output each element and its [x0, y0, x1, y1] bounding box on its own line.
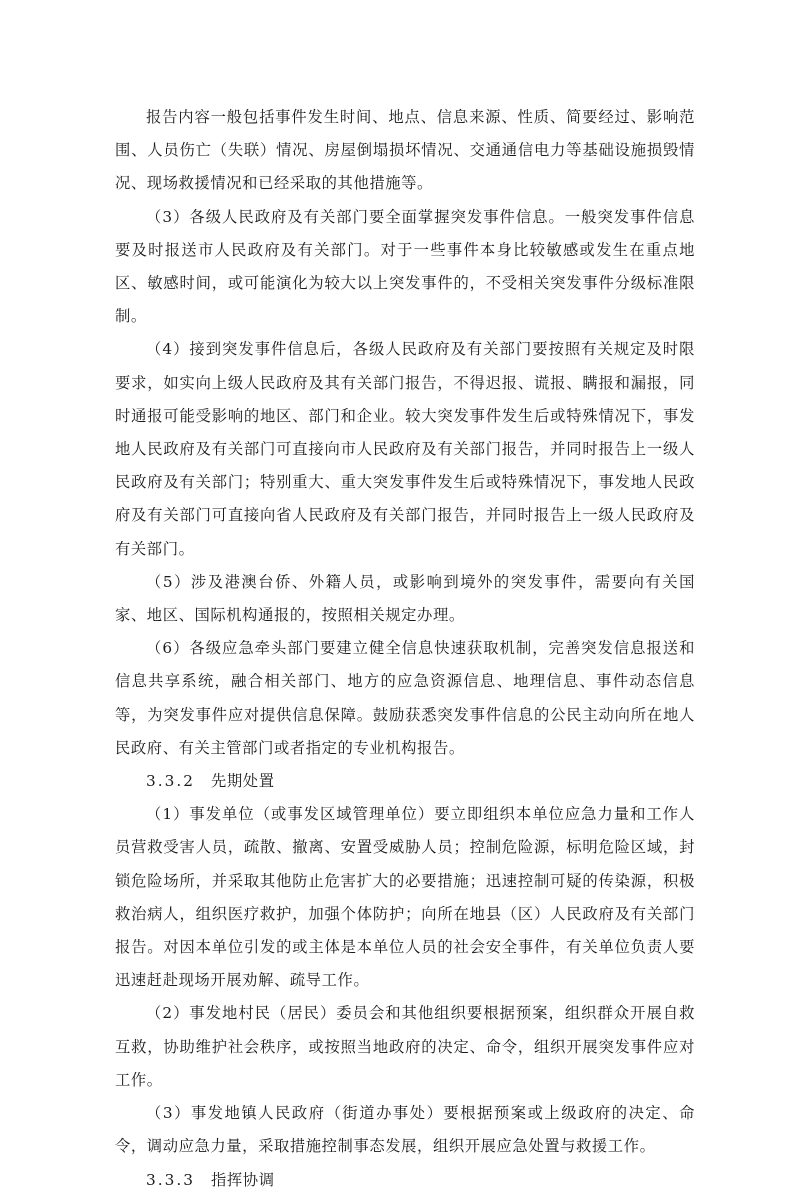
section-number: 3.3.3 — [146, 1170, 195, 1189]
paragraph-initial-1: （1）事发单位（或事发区域管理单位）要立即组织本单位应急力量和工作人员营救受害人员，疏散、撤离、安置受威胁人员；控制危险源，标明危险区域，封锁危险场所，并采取其他防止危害扩大的必要措施；迅速控制可疑的传染源，积极救治病人，组织医疗救护，加强个体防护；向所在地县（区）人民政府及有关部门报告。对因本单位引发的或主体是本单位人员的社会安全事件，有关单位负责人要迅速赶赴现场开展劝解、疏导工作。 — [115, 805, 695, 990]
paragraph-item-4: （4）接到突发事件信息后，各级人民政府及有关部门要按照有关规定及时限要求，如实向上级人民政府及其有关部门报告，不得迟报、谎报、瞒报和漏报，同时通报可能受影响的地区、部门和企业。较大突发事件发生后或特殊情况下，事发地人民政府及有关部门可直接向市人民政府及有关部门报告，并同时报告上一级人民政府及有关部门；特别重大、重大突发事件发生后或特殊情况下，事发地人民政府及有关部门可直接向省人民政府及有关部门报告，并同时报告上一级人民政府及有关部门。 — [115, 340, 695, 558]
section-title: 先期处置 — [211, 772, 275, 791]
section-number: 3.3.2 — [146, 772, 195, 791]
paragraph-item-6: （6）各级应急牵头部门要建立健全信息快速获取机制，完善突发信息报送和信息共享系统，融合相关部门、地方的应急资源信息、地理信息、事件动态信息等，为突发事件应对提供信息保障。鼓励获悉突发事件信息的公民主动向所在地人民政府、有关主管部门或者指定的专业机构报告。 — [115, 639, 695, 757]
paragraph-item-5: （5）涉及港澳台侨、外籍人员，或影响到境外的突发事件，需要向有关国家、地区、国际机构通报的，按照相关规定办理。 — [115, 572, 695, 625]
paragraph-item-3: （3）各级人民政府及有关部门要全面掌握突发事件信息。一般突发事件信息要及时报送市人民政府及有关部门。对于一些事件本身比较敏感或发生在重点地区、敏感时间，或可能演化为较大以上突发事件的，不受相关突发事件分级标准限制。 — [115, 207, 695, 326]
paragraph-initial-3: （3）事发地镇人民政府（街道办事处）要根据预案或上级政府的决定、命令，调动应急力量，采取措施控制事态发展，组织开展应急处置与救援工作。 — [115, 1104, 695, 1156]
paragraph-initial-2: （2）事发地村民（居民）委员会和其他组织要根据预案，组织群众开展自救互救，协助维护社会秩序，或按照当地政府的决定、命令，组织开展突发事件应对工作。 — [115, 1004, 695, 1089]
paragraph-report-content: 报告内容一般包括事件发生时间、地点、信息来源、性质、简要经过、影响范围、人员伤亡（失联）情况、房屋倒塌损坏情况、交通通信电力等基础设施损毁情况、现场救援情况和已经采取的其他措施等。 — [115, 108, 695, 193]
section-title: 指挥协调 — [211, 1170, 275, 1189]
section-heading-3-3-2 — [115, 765, 695, 798]
document-body — [115, 101, 695, 1197]
section-heading-3-3-3 — [115, 1164, 695, 1197]
